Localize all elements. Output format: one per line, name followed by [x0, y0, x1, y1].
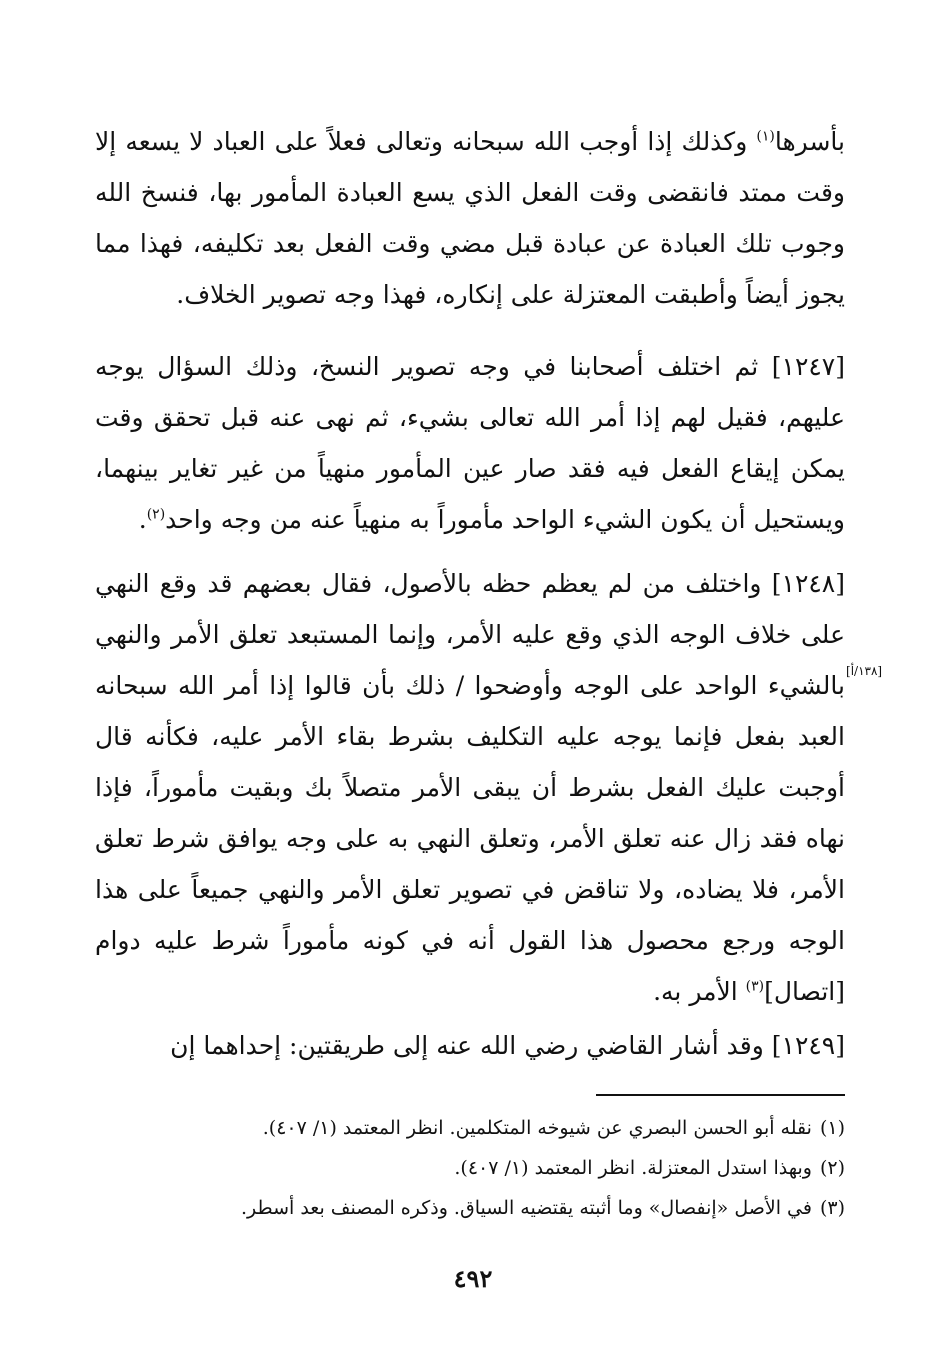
paragraph-1249 — [95, 1020, 845, 1071]
footnote-text: نقله أبو الحسن البصري عن شيوخه المتكلمين. انظر المعتمد (١/ ٤٠٧). — [262, 1117, 812, 1139]
footnote-2 — [150, 1148, 845, 1188]
footnote-marker-1: (١) — [756, 128, 775, 145]
footnote-marker-2: (٢) — [146, 506, 166, 523]
footnote-number: (٢) — [819, 1157, 845, 1179]
footnote-text: في الأصل «إنفصال» وما أثبته يقتضيه السياق. وذكره المصنف بعد أسطر. — [240, 1197, 812, 1219]
footnote-3 — [150, 1188, 845, 1228]
footnotes — [150, 1108, 845, 1228]
footnote-marker-3: (٣) — [745, 978, 765, 995]
paragraph-1247 — [95, 341, 845, 545]
paragraph-number: [١٢٤٩] — [771, 1031, 845, 1060]
paragraph-end: . — [138, 505, 147, 534]
paragraph-1-text: وكذلك إذا أوجب الله سبحانه وتعالى فعلاً على العباد لا يسعه إلا وقت ممتد فانقضى وقت الفعل الذي يسع العبادة المأمور بها، فنسخ الله وجوب تلك العبادة عن عبادة قبل مضي وقت الفعل بعد تكليفه، فهذا مما يجوز أيضاً وأطبقت المعتزلة على إنكاره، فهذا وجه تصوير الخلاف. — [95, 127, 845, 309]
paragraph-text: واختلف من لم يعظم حظه بالأصول، فقال بعضهم قد وقع النهي على خلاف الوجه الذي وقع عليه الأمر، وإنما المستبعد تعلق الأمر والنهي بالشيء الواحد على الوجه وأوضحوا / ذلك بأن قالوا إذا أمر الله سبحانه العبد بفعل فإنما يوجه عليه التكليف بشرط بقاء الأمر عليه، فكأنه قال أوجبت عليك الفعل بشرط أن يبقى الأمر متصلاً بك وبقيت مأموراً، فإذا نهاه فقد زال عنه تعلق الأمر، وتعلق النهي به على وجه يوافق شرط تعلق الأمر، فلا يضاده، ولا تناقض في تصوير تعلق الأمر والنهي جميعاً على هذا الوجه ورجع محصول هذا القول أنه في كونه مأموراً شرط عليه دوام [اتصال] — [95, 569, 845, 1006]
paragraph-number: [١٢٤٧] — [771, 352, 845, 381]
footnote-text: وبهذا استدل المعتزلة. انظر المعتمد (١/ ٤٠٧). — [454, 1157, 812, 1179]
footnote-number: (١) — [819, 1117, 845, 1139]
footnote-1 — [150, 1108, 845, 1148]
footnote-separator — [596, 1094, 845, 1096]
paragraph-number: [١٢٤٨] — [771, 569, 845, 598]
page-number: ٤٩٢ — [453, 1264, 493, 1293]
footnote-number: (٣) — [819, 1197, 845, 1219]
paragraph-1-start: بأسرها — [774, 127, 845, 156]
manuscript-folio-note: [١٣٨/أ] — [846, 664, 883, 678]
paragraph-text-end: الأمر به. — [653, 977, 746, 1006]
paragraph-text: ثم اختلف أصحابنا في وجه تصوير النسخ، وذلك السؤال يوجه عليهم، فقيل لهم إذا أمر الله تعالى بشيء، ثم نهى عنه قبل تحقق وقت يمكن إيقاع الفعل فيه فقد صار عين المأمور منهياً من غير تغاير بينهما، ويستحيل أن يكون الشيء الواحد مأموراً به منهياً عنه من وجه واحد — [95, 352, 845, 534]
paragraph-1248 — [95, 558, 845, 1017]
paragraph-text: وقد أشار القاضي رضي الله عنه إلى طريقتين: إحداهما إن — [170, 1031, 764, 1060]
paragraph-1 — [95, 116, 845, 320]
